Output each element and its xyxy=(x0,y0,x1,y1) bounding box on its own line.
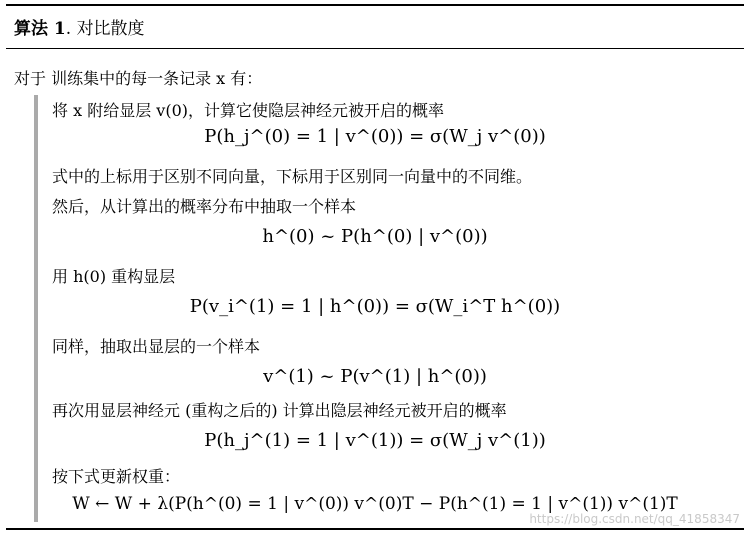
step-text: 按下式更新权重： xyxy=(52,467,181,486)
title-rule xyxy=(6,48,744,49)
step-text: 用 h(0) 重构显层 xyxy=(52,267,176,286)
equation: P(h_j^(1) = 1 | v^(1)) = σ(W_j v^(1)) xyxy=(204,430,546,451)
top-rule xyxy=(6,4,744,6)
algorithm-title: 算法 1. 对比散度 xyxy=(14,19,145,39)
algorithm-label: 算法 1 xyxy=(14,19,66,39)
algorithm-name: 对比散度 xyxy=(76,19,145,39)
bottom-rule xyxy=(6,528,744,530)
loop-header: 对于 训练集中的每一条记录 x 有： xyxy=(14,69,263,88)
step-text: 再次用显层神经元 (重构之后的) 计算出隐层神经元被开启的概率 xyxy=(52,401,507,420)
step-text: 同样，抽取出显层的一个样本 xyxy=(52,337,261,356)
equation: v^(1) ~ P(v^(1) | h^(0)) xyxy=(263,366,487,387)
watermark: https://blog.csdn.net/qq_41858347 xyxy=(529,512,740,526)
step-text: 式中的上标用于区别不同向量，下标用于区别同一向量中的不同维。 xyxy=(52,167,533,186)
equation: P(v_i^(1) = 1 | h^(0)) = σ(W_i^T h^(0)) xyxy=(189,296,561,317)
step-text: 然后，从计算出的概率分布中抽取一个样本 xyxy=(52,197,357,216)
step-text: 将 x 附给显层 v(0)，计算它使隐层神经元被开启的概率 xyxy=(52,101,444,120)
equation: P(h_j^(0) = 1 | v^(0)) = σ(W_j v^(0)) xyxy=(204,126,546,147)
equation: h^(0) ~ P(h^(0) | v^(0)) xyxy=(262,226,488,247)
equation: W ← W + λ(P(h^(0) = 1 | v^(0)) v^(0)T − P(h^(1) = 1 | v^(1)) v^(1)T xyxy=(72,494,678,514)
